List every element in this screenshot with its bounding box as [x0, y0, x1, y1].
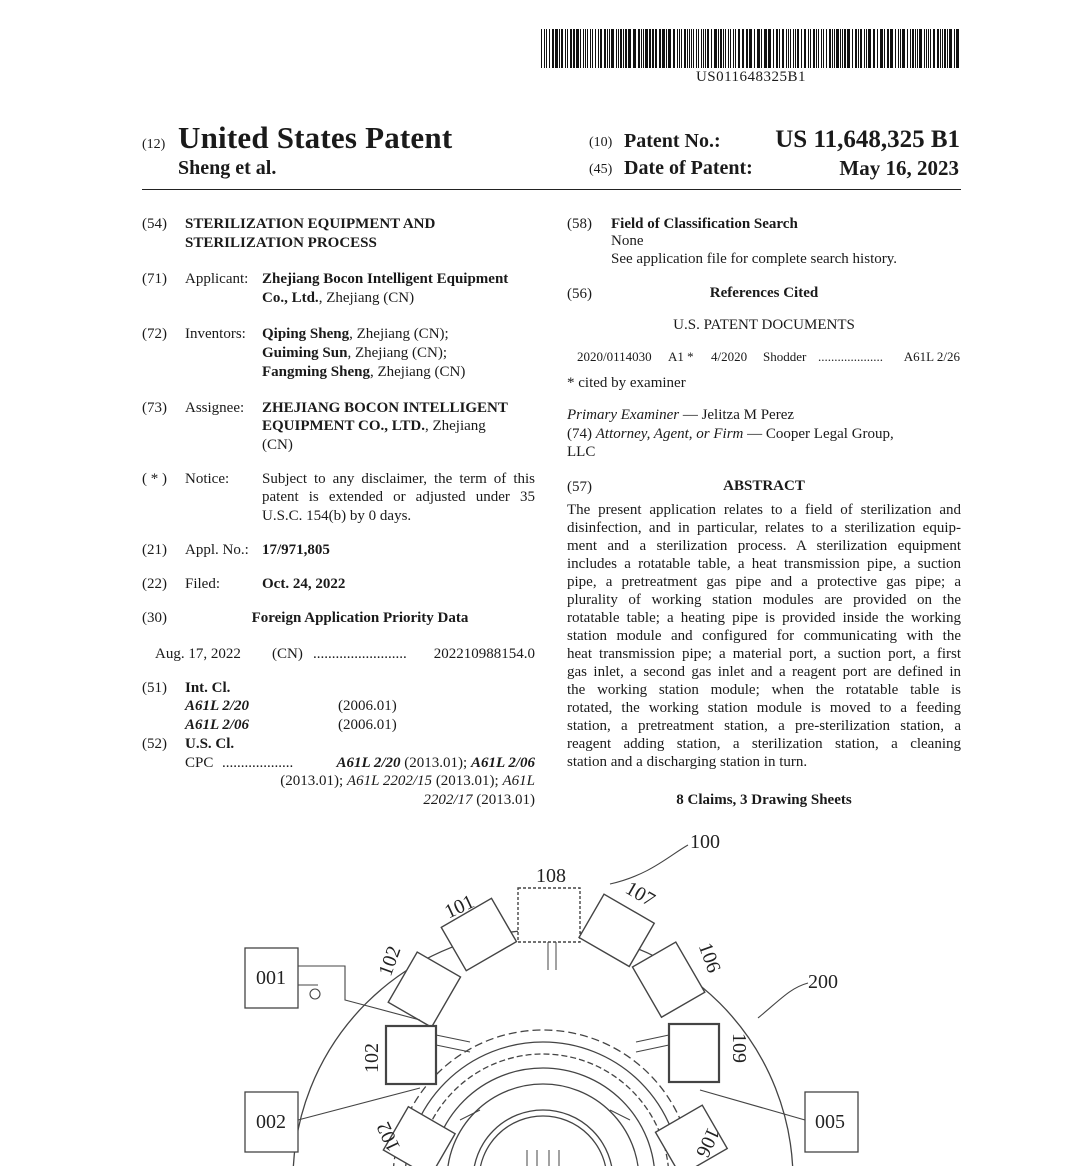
barcode-bar: [541, 29, 542, 68]
barcode-bar: [786, 29, 787, 68]
int-cl-class-1: A61L 2/20: [185, 698, 250, 714]
barcode-bar: [728, 29, 729, 68]
label-106-upper: 106: [693, 939, 725, 976]
barcode-bar: [757, 29, 760, 68]
barcode-bar: [604, 29, 606, 68]
pipe-005: [700, 1090, 805, 1120]
field-54-code: (54): [142, 216, 167, 232]
barcode-bar: [917, 29, 918, 68]
priority-country: (CN): [272, 646, 303, 662]
barcode-bar: [714, 29, 717, 68]
references-cited-title: References Cited: [709, 285, 819, 301]
field-58-code: (58): [567, 216, 592, 232]
barcode-bar: [790, 29, 791, 68]
barcode-bar: [600, 29, 602, 68]
cpc-class: 2202/17: [423, 792, 473, 808]
barcode-number: US011648325B1: [695, 69, 807, 85]
barcode-bar: [641, 29, 642, 68]
notice-label: Notice:: [185, 471, 230, 487]
notice-line-1: Subject to any disclaimer, the term of this: [262, 471, 535, 487]
barcode-bar: [662, 29, 665, 68]
inventors-label: Inventors:: [185, 326, 246, 342]
cpc-class: A61L 2202/15: [346, 773, 433, 789]
notice-line-3: U.S.C. 154(b) by 0 days.: [262, 508, 412, 524]
barcode-bar: [735, 29, 736, 68]
barcode-bar: [618, 29, 619, 68]
applicant-name-end: Co., Ltd.: [262, 290, 319, 306]
reference-number: 2020/0114030: [577, 349, 652, 364]
int-cl-title: Int. Cl.: [185, 680, 231, 696]
label-101: 101: [441, 890, 478, 924]
barcode-bar: [643, 29, 644, 68]
reference-date: 4/2020: [711, 349, 748, 364]
abstract-body: [567, 501, 961, 771]
label-102-lower: 102: [372, 1118, 406, 1155]
barcode-bar: [842, 29, 843, 68]
field-51-code: (51): [142, 680, 167, 696]
code-10: (10): [589, 135, 613, 150]
barcode-bar: [645, 29, 648, 68]
abstract-line: reagent adding station, a sterilization station, a cleaning: [567, 736, 961, 752]
leader-100: [610, 845, 688, 884]
barcode-bar: [821, 29, 822, 68]
abstract-line: disinfection, and in particular, relates to a sterilization equip-: [567, 520, 961, 536]
barcode-bar: [733, 29, 734, 68]
barcode-bar: [693, 29, 694, 68]
abstract-line: heat transmission pipe; a material port, a suction port, a first: [567, 646, 961, 662]
barcode-bar: [681, 29, 682, 68]
patent-number: US 11,648,325 B1: [775, 126, 960, 153]
barcode-bar: [858, 29, 859, 68]
barcode-bar: [834, 29, 835, 68]
inventor-location: , Zhejiang (CN): [369, 364, 466, 380]
barcode-bar: [864, 29, 865, 68]
barcode-bar: [592, 29, 593, 68]
barcode-bar: [764, 29, 767, 68]
barcode-bar: [567, 29, 568, 68]
barcode-bar: [720, 29, 722, 68]
label-106-lower: 106: [691, 1124, 724, 1161]
barcode-bar: [768, 29, 771, 68]
inner-circle-2: [431, 1068, 655, 1166]
cpc-class: A61L: [502, 773, 535, 789]
barcode: [541, 29, 961, 68]
assignee-name-end: EQUIPMENT CO., LTD.: [262, 418, 425, 434]
barcode-bar: [687, 29, 688, 68]
barcode-bar: [944, 29, 946, 68]
reference-class: A61L 2/26: [903, 349, 960, 364]
applicant-label: Applicant:: [185, 271, 249, 287]
abstract-line: plurality of working station modules are provided on the: [567, 592, 961, 608]
patent-drawing: [0, 820, 1080, 1166]
assignee-line-3: (CN): [262, 437, 293, 453]
barcode-bar: [620, 29, 622, 68]
barcode-bar: [801, 29, 802, 68]
barcode-bar: [559, 29, 560, 68]
barcode-bar: [840, 29, 841, 68]
abstract-line: rotated, the working station module is moved to a feeding: [567, 700, 961, 716]
attorney-label: Attorney, Agent, or Firm: [595, 426, 744, 442]
barcode-bar: [928, 29, 929, 68]
abstract-line: rotatable table; a heating pipe is provided inside the working: [567, 610, 961, 626]
barcode-bar: [829, 29, 831, 68]
center-hub-inner: [479, 1116, 607, 1166]
header-divider: [142, 189, 961, 190]
cpc-class: A61L 2/06: [470, 755, 535, 771]
barcode-bar: [705, 29, 706, 68]
barcode-bar: [949, 29, 952, 68]
barcode-bar: [910, 29, 911, 68]
barcode-bar: [628, 29, 631, 68]
patent-number-label: Patent No.:: [624, 130, 721, 152]
cpc-line-1: [337, 754, 535, 772]
barcode-bar: [549, 29, 550, 68]
cpc-version: (2013.01);: [280, 773, 347, 789]
int-cl-class-2: A61L 2/06: [185, 717, 250, 733]
barcode-bar: [655, 29, 657, 68]
barcode-bar: [652, 29, 654, 68]
label-100: 100: [690, 831, 720, 853]
inner-circle-3: [447, 1084, 639, 1166]
field-21-code: (21): [142, 542, 167, 558]
priority-number: 202210988154.0: [433, 646, 535, 662]
barcode-bar: [754, 29, 755, 68]
label-102-upper: 102: [374, 943, 406, 979]
barcode-bar: [873, 29, 875, 68]
filed-label: Filed:: [185, 576, 221, 592]
claims-count: 8 Claims, 3 Drawing Sheets: [676, 792, 852, 808]
barcode-bar: [847, 29, 850, 68]
barcode-bar: [804, 29, 806, 68]
abstract-line: station module and configured for communicating with the: [567, 628, 961, 644]
barcode-bar: [942, 29, 943, 68]
barcode-bar: [898, 29, 899, 68]
title-line-2: STERILIZATION PROCESS: [185, 235, 377, 251]
priority-date: Aug. 17, 2022: [155, 646, 241, 662]
barcode-bar: [915, 29, 916, 68]
barcode-bar: [698, 29, 699, 68]
barcode-bar: [866, 29, 867, 68]
barcode-bar: [679, 29, 680, 68]
field-22-code: (22): [142, 576, 167, 592]
barcode-bar: [933, 29, 935, 68]
applicant-line-2: [262, 289, 414, 307]
barcode-bar: [673, 29, 675, 68]
field-74-code: (74): [567, 426, 592, 442]
barcode-bar: [587, 29, 588, 68]
field-71-code: (71): [142, 271, 167, 287]
barcode-bar: [795, 29, 796, 68]
label-001: 001: [256, 967, 286, 989]
barcode-bar: [711, 29, 712, 68]
applicant-line-1: Zhejiang Bocon Intelligent Equipment: [262, 271, 509, 287]
barcode-bar: [930, 29, 931, 68]
barcode-bar: [880, 29, 883, 68]
barcode-bar: [926, 29, 927, 68]
barcode-bar: [907, 29, 908, 68]
assignee-line-1: ZHEJIANG BOCON INTELLIGENT: [262, 400, 508, 416]
appl-no-value: 17/971,805: [262, 542, 330, 558]
reference-dots: ....................: [818, 349, 883, 364]
us-patent-documents-title: U.S. PATENT DOCUMENTS: [673, 317, 855, 333]
priority-dots: .........................: [313, 646, 407, 662]
barcode-bar: [844, 29, 846, 68]
station-108: [518, 888, 580, 942]
barcode-bar: [638, 29, 640, 68]
field-72-code: (72): [142, 326, 167, 342]
barcode-bar: [565, 29, 566, 68]
barcode-bar: [544, 29, 545, 68]
barcode-bar: [919, 29, 922, 68]
date-label: Date of Patent:: [624, 157, 753, 179]
barcode-bar: [718, 29, 719, 68]
barcode-bar: [723, 29, 724, 68]
attorney-line-1: [567, 425, 894, 443]
barcode-bar: [947, 29, 948, 68]
cited-by-examiner: * cited by examiner: [567, 375, 686, 391]
patent-date: May 16, 2023: [839, 156, 959, 180]
label-005: 005: [815, 1111, 845, 1133]
abstract-line: station and a discharging station in turn.: [567, 754, 808, 770]
notice-code: ( * ): [142, 471, 167, 487]
barcode-bar: [623, 29, 624, 68]
barcode-bar: [761, 29, 762, 68]
kind-code-12: (12): [142, 137, 166, 152]
barcode-bar: [954, 29, 955, 68]
field-52-code: (52): [142, 736, 167, 752]
barcode-bar: [823, 29, 824, 68]
abstract-line: The present application relates to a field of sterilization and: [567, 502, 961, 518]
primary-examiner-name: — Jelitza M Perez: [679, 407, 795, 423]
barcode-bar: [924, 29, 925, 68]
inventor-3: [262, 363, 465, 381]
title-line-1: STERILIZATION EQUIPMENT AND: [185, 216, 436, 232]
barcode-bar: [616, 29, 617, 68]
abstract-line: ment and a sterilization process. A sterilization equipment: [567, 538, 961, 554]
barcode-bar: [940, 29, 941, 68]
reference-kind: A1 *: [668, 349, 694, 364]
classification-search-title: Field of Classification Search: [611, 216, 798, 232]
classification-search-none: None: [611, 233, 644, 249]
barcode-bar: [561, 29, 563, 68]
barcode-bar: [707, 29, 709, 68]
assignee-location: , Zhejiang: [424, 418, 486, 434]
barcode-bar: [900, 29, 901, 68]
reference-name: Shodder: [763, 349, 807, 364]
inventor-location: , Zhejiang (CN);: [347, 345, 448, 361]
cpc-line-3: [423, 791, 535, 809]
barcode-bar: [633, 29, 636, 68]
cpc-version: (2013.01);: [432, 773, 503, 789]
barcode-bar: [668, 29, 671, 68]
field-56-code: (56): [567, 286, 592, 302]
barcode-bar: [689, 29, 690, 68]
barcode-bar: [937, 29, 939, 68]
barcode-bar: [590, 29, 591, 68]
inventor-location: , Zhejiang (CN);: [349, 326, 449, 342]
barcode-bar: [730, 29, 731, 68]
primary-examiner: [567, 406, 794, 424]
barcode-bar: [832, 29, 833, 68]
code-45: (45): [589, 162, 613, 177]
label-109: 109: [728, 1033, 750, 1063]
cpc-label: CPC: [185, 755, 214, 771]
barcode-bar: [580, 29, 581, 68]
barcode-bar: [738, 29, 740, 68]
priority-data-title: Foreign Application Priority Data: [251, 610, 469, 626]
barcode-bar: [573, 29, 575, 68]
barcode-bar: [666, 29, 667, 68]
barcode-bar: [659, 29, 661, 68]
barcode-bar: [773, 29, 774, 68]
barcode-bar: [684, 29, 686, 68]
barcode-bar: [583, 29, 584, 68]
barcode-bar: [836, 29, 839, 68]
barcode-bar: [703, 29, 704, 68]
inventor-name: Fangming Sheng: [262, 364, 370, 380]
barcode-bar: [555, 29, 558, 68]
barcode-bar: [852, 29, 853, 68]
barcode-bar: [808, 29, 809, 68]
barcode-bar: [677, 29, 678, 68]
barcode-bar: [749, 29, 752, 68]
cpc-line-2: [280, 772, 535, 790]
barcode-bar: [884, 29, 885, 68]
cpc-class: A61L 2/20: [336, 755, 401, 771]
label-002: 002: [256, 1111, 286, 1133]
barcode-bar: [788, 29, 789, 68]
assignee-line-2: [262, 417, 486, 435]
barcode-bar: [598, 29, 599, 68]
label-108: 108: [536, 865, 566, 887]
abstract-title: ABSTRACT: [723, 478, 805, 494]
label-107: 107: [621, 877, 659, 912]
document-type-title: United States Patent: [178, 120, 453, 155]
barcode-bar: [890, 29, 893, 68]
barcode-bar: [607, 29, 608, 68]
label-200: 200: [808, 971, 838, 993]
barcode-bar: [696, 29, 697, 68]
abstract-line: includes a rotatable table, a heat transmission pipe, a suction: [567, 556, 961, 572]
barcode-bar: [902, 29, 905, 68]
inventor-name: Guiming Sun: [262, 345, 348, 361]
inventor-1: [262, 325, 449, 343]
field-73-code: (73): [142, 400, 167, 416]
barcode-bar: [810, 29, 811, 68]
barcode-bar: [782, 29, 784, 68]
barcode-bar: [746, 29, 748, 68]
cpc-version: (2013.01);: [400, 755, 471, 771]
int-cl-version-1: (2006.01): [338, 698, 397, 714]
barcode-bar: [570, 29, 572, 68]
inventor-name: Qiping Sheng: [262, 326, 350, 342]
barcode-bar: [725, 29, 726, 68]
abstract-line: gas inlet, a second gas inlet and a reagent port are defined in: [567, 664, 961, 680]
barcode-bar: [887, 29, 889, 68]
label-102-left: 102: [361, 1043, 383, 1073]
int-cl-version-2: (2006.01): [338, 717, 397, 733]
appl-no-label: Appl. No.:: [185, 542, 249, 558]
abstract-line: pipe, a pretreatment gas pipe and a protective gas pipe; a: [567, 574, 961, 590]
applicant-location: , Zhejiang (CN): [318, 290, 415, 306]
abstract-line: the working station module; when the rotatable table is: [567, 682, 961, 698]
barcode-bar: [611, 29, 614, 68]
barcode-bar: [860, 29, 862, 68]
barcode-bar: [826, 29, 827, 68]
classification-search-note: See application file for complete search history.: [611, 251, 898, 267]
station-109-right: [669, 1024, 719, 1082]
barcode-bar: [813, 29, 815, 68]
primary-examiner-label: Primary Examiner: [567, 407, 680, 423]
authors: Sheng et al.: [178, 157, 277, 179]
valve-icon: [310, 989, 320, 999]
station-106-upper: [632, 942, 704, 1017]
barcode-bar: [552, 29, 554, 68]
barcode-bar: [625, 29, 627, 68]
cpc-dots: ...................: [222, 755, 294, 771]
barcode-bar: [912, 29, 914, 68]
barcode-bar: [956, 29, 959, 68]
barcode-bar: [609, 29, 610, 68]
barcode-bar: [877, 29, 878, 68]
leader-200: [758, 983, 808, 1018]
pipe-002: [298, 1088, 420, 1120]
barcode-bar: [779, 29, 780, 68]
barcode-bar: [776, 29, 778, 68]
barcode-bar: [868, 29, 871, 68]
attorney-name: — Cooper Legal Group,: [743, 426, 894, 442]
barcode-bar: [818, 29, 819, 68]
barcode-bar: [701, 29, 702, 68]
cpc-version: (2013.01): [472, 792, 535, 808]
attorney-line-2: LLC: [567, 444, 596, 460]
barcode-bar: [895, 29, 896, 68]
station-102-left: [386, 1026, 436, 1084]
barcode-bar: [595, 29, 596, 68]
inventor-2: [262, 344, 447, 362]
barcode-bar: [649, 29, 651, 68]
barcode-bar: [576, 29, 579, 68]
field-30-code: (30): [142, 610, 167, 626]
barcode-bar: [546, 29, 547, 68]
barcode-bar: [816, 29, 817, 68]
us-cl-title: U.S. Cl.: [185, 736, 235, 752]
field-57-code: (57): [567, 479, 592, 495]
barcode-bar: [793, 29, 794, 68]
barcode-bar: [855, 29, 857, 68]
notice-line-2: patent is extended or adjusted under 35: [262, 489, 535, 505]
assignee-label: Assignee:: [185, 400, 245, 416]
barcode-bar: [585, 29, 586, 68]
barcode-bar: [742, 29, 744, 68]
abstract-line: station, a pretreatment station, a pre-sterilization station, a: [567, 718, 961, 734]
barcode-bar: [797, 29, 799, 68]
filed-value: Oct. 24, 2022: [262, 576, 346, 592]
barcode-bar: [691, 29, 692, 68]
